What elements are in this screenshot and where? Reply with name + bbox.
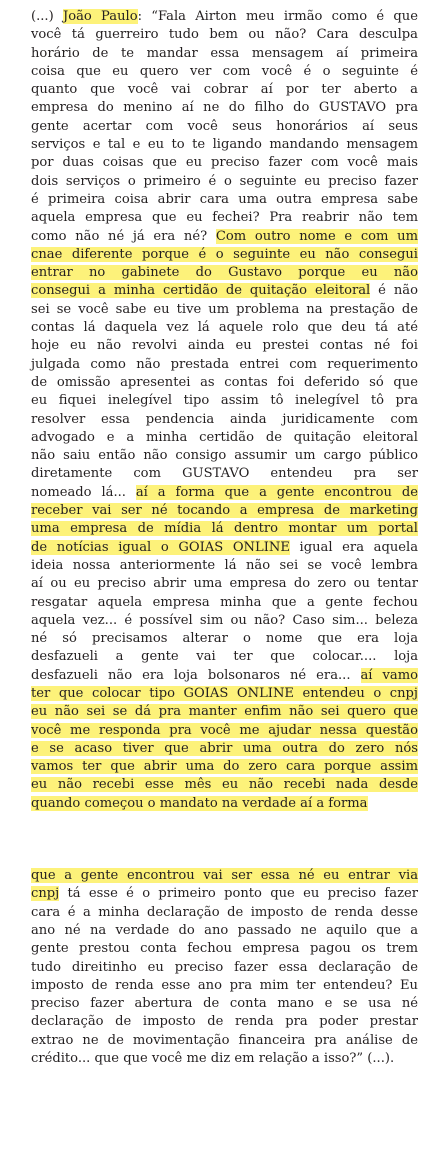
text-segment: (...) bbox=[31, 9, 63, 24]
text-line bbox=[31, 539, 418, 557]
text-line bbox=[31, 264, 418, 282]
text-segment: tudo direitinho eu preciso fazer essa declaração de bbox=[31, 959, 418, 975]
text-segment: crédito... que que você me diz em relação a isso?” (...). bbox=[31, 1051, 395, 1067]
text-segment: hoje eu não revolvi ainda eu prestei contas né foi bbox=[31, 338, 418, 354]
text-line bbox=[31, 282, 418, 300]
text-line bbox=[31, 411, 418, 429]
text-line bbox=[31, 429, 418, 447]
text-line bbox=[31, 319, 418, 337]
text-segment: advogado e a minha certidão de quitação eleitoral bbox=[31, 429, 418, 445]
text-line bbox=[31, 612, 418, 630]
highlighted-text: cnae diferente porque é o seguinte eu não consegui bbox=[31, 246, 418, 262]
text-segment: quanto que você vai cobrar aí por ter aberto a bbox=[31, 82, 418, 98]
text-segment: resolver essa pendencia ainda juridicamente com bbox=[31, 411, 418, 427]
text-segment: sei se você sabe eu tive um problema na prestação de bbox=[31, 301, 418, 317]
text-line bbox=[31, 502, 418, 520]
text-segment: não saiu então não consigo assumir um cargo público bbox=[31, 448, 418, 464]
text-line bbox=[31, 575, 418, 593]
text-line bbox=[31, 356, 418, 374]
text-line bbox=[31, 722, 418, 740]
highlighted-text: de notícias igual o GOIAS ONLINE bbox=[31, 539, 290, 555]
text-line bbox=[31, 667, 418, 685]
text-line bbox=[31, 337, 418, 355]
highlighted-text: Com outro nome e com um bbox=[215, 228, 418, 244]
highlighted-text: entrar no gabinete do Gustavo porque eu não bbox=[31, 265, 418, 281]
text-segment: é primeira coisa abrir cara uma outra empresa sabe bbox=[31, 191, 418, 207]
text-line bbox=[31, 63, 418, 81]
text-line bbox=[31, 1050, 418, 1068]
text-line bbox=[31, 447, 418, 465]
text-segment: por duas coisas que eu preciso fazer com você mais bbox=[31, 155, 418, 171]
highlighted-text: ter que colocar tipo GOIAS ONLINE entendeu o cnpj bbox=[31, 685, 418, 701]
text-segment: desfazueli não era loja bolsonaros né era... bbox=[31, 667, 361, 683]
text-line bbox=[31, 594, 418, 612]
text-line bbox=[31, 484, 418, 502]
text-segment: empresa do menino aí ne do filho do GUSTAVO pra bbox=[31, 100, 418, 116]
text-segment: preciso fazer abertura de conta mano e se usa né bbox=[31, 996, 418, 1012]
highlighted-text: e se acaso tiver que abrir uma outra do zero nós bbox=[31, 740, 418, 756]
text-segment: serviços e tal e eu to te ligando mandando mensagem bbox=[31, 137, 418, 153]
highlighted-text: eu não recebi esse mês eu não recebi nada desde bbox=[31, 777, 418, 793]
highlighted-text: você me responda pra você me ajudar nessa questão bbox=[31, 722, 418, 738]
text-segment: aquela empresa que eu fechei? Pra reabrir não tem bbox=[31, 210, 418, 226]
text-line bbox=[31, 740, 418, 758]
text-line bbox=[31, 520, 418, 538]
text-line bbox=[31, 1013, 418, 1031]
text-line bbox=[31, 977, 418, 995]
text-segment: é não bbox=[370, 283, 418, 299]
highlighted-text: receber vai ser né tocando a empresa de marketing bbox=[31, 503, 418, 519]
text-line bbox=[31, 209, 418, 227]
text-line bbox=[31, 904, 418, 922]
text-line bbox=[31, 465, 418, 483]
text-segment: resgatar aquela empresa minha que a gente fechou bbox=[31, 594, 418, 610]
text-segment: aí ou eu preciso abrir uma empresa do zero ou tentar bbox=[31, 576, 418, 592]
text-line bbox=[31, 228, 418, 246]
highlighted-text: vamos ter que abrir uma do zero cara porque assim bbox=[31, 759, 418, 775]
text-line bbox=[31, 191, 418, 209]
text-segment: aquela vez... é possível sim ou não? Caso sim... beleza bbox=[31, 612, 418, 628]
text-line bbox=[31, 118, 418, 136]
highlighted-text: uma empresa de mídia lá dentro montar um portal bbox=[31, 521, 418, 537]
text-line bbox=[31, 136, 418, 154]
text-segment: ano né na verdade do ano passado ne aquilo que a bbox=[31, 922, 418, 938]
document-excerpt bbox=[31, 8, 418, 1068]
text-line bbox=[31, 154, 418, 172]
text-segment: dois serviços o primeiro é o seguinte eu preciso fazer bbox=[31, 173, 418, 189]
text-line bbox=[31, 630, 418, 648]
text-line bbox=[31, 173, 418, 191]
text-segment: contas lá daquela vez lá aquele rolo que deu tá até bbox=[31, 320, 418, 336]
text-segment: como não né já era né? bbox=[31, 228, 216, 244]
text-segment: gente acertar com você seus honorários aí seus bbox=[31, 118, 418, 134]
text-segment: eu fiquei inelegível tipo assim tô inelegível tô pra bbox=[31, 393, 418, 409]
text-line bbox=[31, 45, 418, 63]
text-segment: gente prestou conta fechou empresa pagou os trem bbox=[31, 941, 418, 957]
text-line bbox=[31, 867, 418, 885]
text-segment: coisa que eu quero ver com você é o seguinte é bbox=[31, 63, 418, 79]
text-line bbox=[31, 995, 418, 1013]
text-segment: ideia nossa anteriormente lá não sei se você lembra bbox=[31, 557, 418, 573]
text-line bbox=[31, 776, 418, 794]
text-segment: né só precisamos alterar o nome que era loja bbox=[31, 631, 418, 647]
text-line bbox=[31, 392, 418, 410]
text-line bbox=[31, 1032, 418, 1050]
text-line bbox=[31, 648, 418, 666]
text-line bbox=[31, 703, 418, 721]
text-segment: igual era aquela bbox=[289, 539, 419, 555]
text-line bbox=[31, 246, 418, 264]
highlighted-text: aí a forma que a gente encontrou de bbox=[135, 484, 418, 500]
text-segment: imposto de renda esse ano pra mim ter entendeu? Eu bbox=[31, 977, 418, 993]
text-segment: horário de te mandar essa mensagem aí primeira bbox=[31, 45, 418, 61]
text-segment: extrao ne de movimentação financeira pra análise de bbox=[31, 1032, 418, 1048]
text-segment: : “Fala Airton meu irmão como é que bbox=[137, 9, 418, 24]
highlighted-text: eu não sei se dá pra manter enfim não sei quero que bbox=[31, 704, 418, 720]
text-segment: tá esse é o primeiro ponto que eu preciso fazer bbox=[59, 886, 418, 902]
highlighted-text: que a gente encontrou vai ser essa né eu entrar via bbox=[31, 868, 418, 884]
text-line bbox=[31, 685, 418, 703]
text-segment: você tá guerreiro tudo bem ou não? Cara desculpa bbox=[31, 27, 418, 43]
highlighted-text: consegui a minha certidão de quitação eleitoral bbox=[31, 283, 371, 299]
paragraph-transcript-part-1 bbox=[31, 8, 418, 813]
text-line bbox=[31, 81, 418, 99]
highlighted-text: cnpj bbox=[31, 886, 60, 902]
text-segment: declaração de imposto de renda pra poder prestar bbox=[31, 1014, 418, 1030]
text-line bbox=[31, 885, 418, 903]
text-line bbox=[31, 922, 418, 940]
text-segment: cara é a minha declaração de imposto de renda desse bbox=[31, 904, 418, 920]
text-segment: julgada como não prestada entrei com requerimento bbox=[31, 356, 418, 372]
paragraph-gap bbox=[31, 813, 418, 867]
text-line bbox=[31, 758, 418, 776]
text-segment: desfazueli a gente vai ter que colocar.... loja bbox=[31, 649, 418, 665]
highlighted-text: quando começou o mandato na verdade aí a forma bbox=[31, 795, 368, 811]
text-segment: nomeado lá... bbox=[31, 484, 136, 500]
paragraph-transcript-part-2 bbox=[31, 867, 418, 1068]
text-line bbox=[31, 557, 418, 575]
highlighted-text: João Paulo bbox=[62, 9, 138, 24]
text-line bbox=[31, 99, 418, 117]
text-line bbox=[31, 374, 418, 392]
text-line bbox=[31, 795, 418, 813]
highlighted-text: aí vamo bbox=[360, 667, 418, 683]
text-segment: diretamente com GUSTAVO entendeu pra ser bbox=[31, 466, 418, 482]
text-line bbox=[31, 959, 418, 977]
text-segment: de omissão apresentei as contas foi deferido só que bbox=[31, 374, 418, 390]
text-line bbox=[31, 26, 418, 44]
text-line bbox=[31, 8, 418, 26]
text-line bbox=[31, 301, 418, 319]
text-line bbox=[31, 940, 418, 958]
